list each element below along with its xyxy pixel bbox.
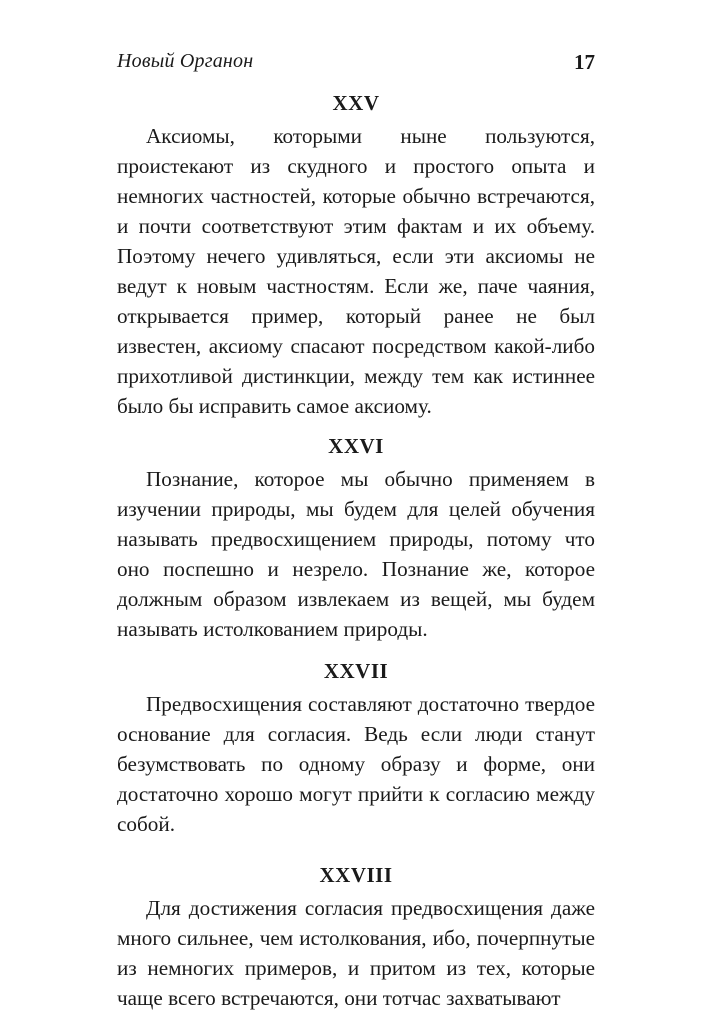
section-heading-xxvi: XXVI (328, 434, 384, 458)
section-text-xxvi: Познание, которое мы обычно применяем в изучении природы, мы будем для целей обучения называть предвосхищением природы, потому что оно поспешно и незрело. Познание же, которое должным образом извлекаем из вещей, мы будем называть истолкованием природы. (117, 467, 595, 641)
page-body (117, 88, 595, 1013)
section-text-xxvii: Предвосхищения составляют достаточно твердое основание для согласия. Ведь если люди станут безумствовать по одному образу и форме, они достаточно хорошо могут прийти к согласию между собой. (117, 692, 595, 836)
section-heading-xxviii: XXVIII (319, 863, 393, 887)
page-number: 17 (574, 50, 595, 74)
section-heading-xxvii: XXVII (323, 659, 389, 683)
running-header (117, 50, 595, 76)
running-title: Новый Органон (117, 50, 254, 72)
section-text-xxviii: Для достижения согласия предвосхищения даже много сильнее, чем истолкования, ибо, почерпнутые из немногих примеров, и притом из тех, которые чаще всего встречаются, они тотчас захватывают (117, 896, 595, 1010)
section-heading-xxv: XXV (332, 91, 380, 115)
section-text-xxv: Аксиомы, которыми ныне пользуются, проистекают из скудного и простого опыта и немногих частностей, которые обычно встречаются, и почти соответствуют этим фактам и их объему. Поэтому нечего удивляться, если эти аксиомы не ведут к новым частностям. Если же, паче чаяния, открывается пример, который ранее не был известен, аксиому спасают посредством какой-либо прихотливой дистинкции, между тем как истиннее было бы исправить самое аксиому. (117, 124, 595, 418)
